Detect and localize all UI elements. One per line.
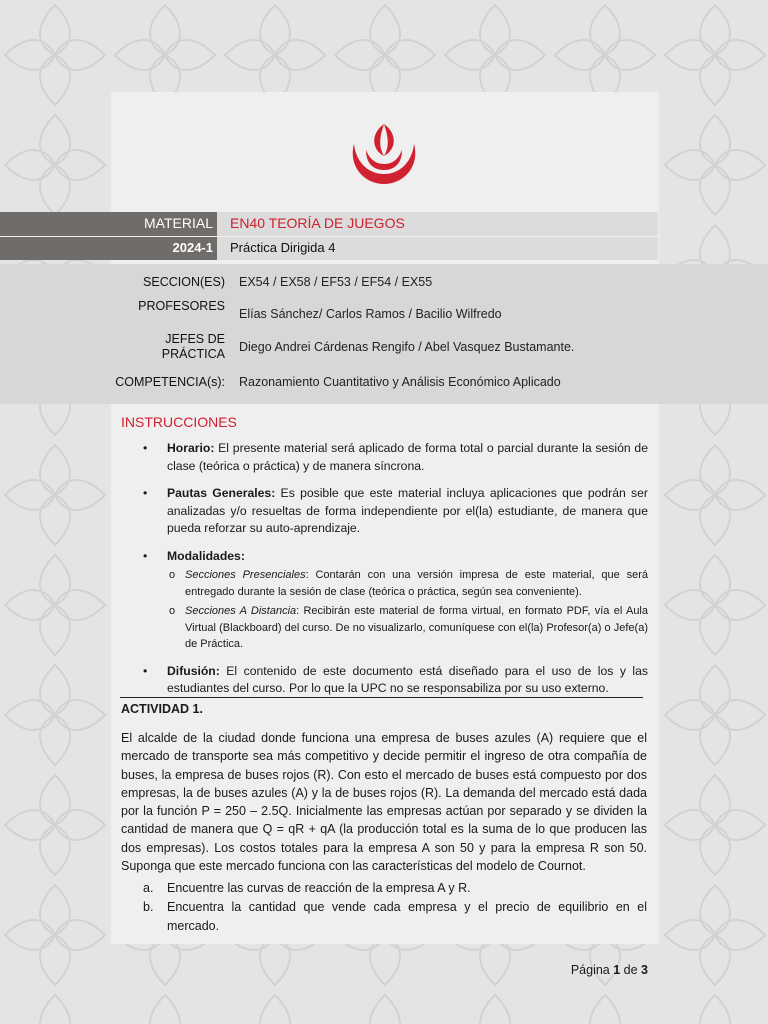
list-item: [143, 879, 647, 897]
distancia-text: : Recibirán este material de forma virtual, en formato PDF, vía el Aula Virtual (Blackboard) del curso. De no visualizarlo, comuníquese con el(la) Profesor(a) o Jefe(a) de Práctica.: [185, 605, 648, 650]
list-item: [143, 548, 648, 653]
competencia-label: COMPETENCIA(s):: [115, 375, 225, 389]
upc-logo: [348, 120, 420, 188]
item-letter: a.: [143, 881, 154, 895]
circle-bullet-icon: o: [169, 605, 176, 617]
presenciales-text: : Contarán con una versión impresa de este material, que será entregado durante la sesión de clase (teórica o práctica, según sea conveniente).: [185, 569, 648, 598]
pautas-label: Pautas Generales:: [167, 486, 276, 500]
jefes-label-line1: JEFES DE: [165, 332, 225, 346]
bullet-icon: •: [143, 441, 148, 455]
page-total: 3: [641, 963, 648, 977]
activity-body: El alcalde de la ciudad donde funciona una empresa de buses azules (A) requiere que el mercado de transporte sea más competitivo y decide permitir el ingreso de otra compañía de buses, la empresa de buses rojos (R). Con esto el mercado de buses está compuesto por dos empresas, la de buses azules (A) y la de buses rojos (R). La demanda del mercado está dada por la función P = 250 – 2.5Q. Inicialmente las empresas actúan por separado y se dividen la cantidad de manera que Q = qR + qA (la producción total es la suma de lo que producen las dos empresas). Los costos totales para la empresa A son 50 y para la empresa R son 50. Suponga que este mercado funciona con las características del modelo de Cournot.: [121, 731, 647, 874]
pautas-text: Es posible que este material incluya aplicaciones que podrán ser analizadas y/o resueltas de forma independiente por el(la) estudiante, de manera que pueda reforzar su auto-aprendizaje.: [167, 486, 648, 535]
instructions-list: [143, 440, 648, 708]
instructions-heading: INSTRUCCIONES: [121, 414, 237, 430]
bullet-icon: •: [143, 548, 148, 563]
circle-bullet-icon: o: [169, 569, 176, 581]
jefes-label-line2: PRÁCTICA: [161, 347, 225, 361]
item-letter: b.: [143, 900, 154, 915]
activity-questions: [143, 879, 647, 936]
profesores-label: PROFESORES: [138, 299, 225, 313]
list-item: [167, 567, 648, 600]
difusion-text: El contenido de este documento está diseñado para el uso de los y las estudiantes del curso. Por lo que la UPC no se responsabiliza por su uso externo.: [167, 663, 648, 695]
page-current: 1: [613, 963, 621, 977]
list-item: [143, 898, 647, 935]
difusion-label: Difusión:: [167, 663, 220, 678]
horario-text: El presente material será aplicado de forma total o parcial durante la sesión de clase (teórica o práctica) y de manera síncrona.: [167, 441, 648, 473]
list-item: [143, 663, 648, 698]
list-item: [167, 603, 648, 653]
jefes-label: [162, 332, 225, 362]
bullet-icon: •: [143, 663, 148, 678]
item-text: Encuentre las curvas de reacción de la empresa A y R.: [167, 881, 471, 895]
divider-line: [120, 697, 643, 698]
list-item: [143, 485, 648, 538]
header-separator: [0, 236, 658, 237]
course-subtitle: Práctica Dirigida 4: [230, 240, 336, 255]
secciones-value: EX54 / EX58 / EF53 / EF54 / EX55: [239, 275, 433, 289]
horario-label: Horario:: [167, 441, 215, 455]
modalidades-label: Modalidades:: [167, 548, 245, 563]
page-word: Página: [570, 963, 614, 977]
secciones-label: SECCION(ES): [143, 275, 225, 289]
of-word: de: [620, 963, 642, 977]
jefes-value: Diego Andrei Cárdenas Rengifo / Abel Vasquez Bustamante.: [239, 340, 575, 354]
profesores-value: Elías Sánchez/ Carlos Ramos / Bacilio Wilfredo: [239, 307, 502, 321]
activity-title: ACTIVIDAD 1.: [121, 702, 203, 716]
bullet-icon: •: [143, 486, 148, 500]
course-title: EN40 TEORÍA DE JUEGOS: [230, 215, 405, 231]
modalidades-sublist: [167, 567, 648, 653]
year-label: 2024-1: [172, 240, 213, 255]
presenciales-label: Secciones Presenciales: [185, 569, 306, 581]
competencia-value: Razonamiento Cuantitativo y Análisis Económico Aplicado: [239, 375, 561, 389]
item-text: Encuentra la cantidad que vende cada empresa y el precio de equilibrio en el mercado.: [167, 900, 647, 933]
distancia-label: Secciones A Distancia: [185, 605, 297, 617]
material-label: MATERIAL: [144, 215, 213, 231]
page-number: [571, 963, 648, 977]
list-item: [143, 440, 648, 475]
